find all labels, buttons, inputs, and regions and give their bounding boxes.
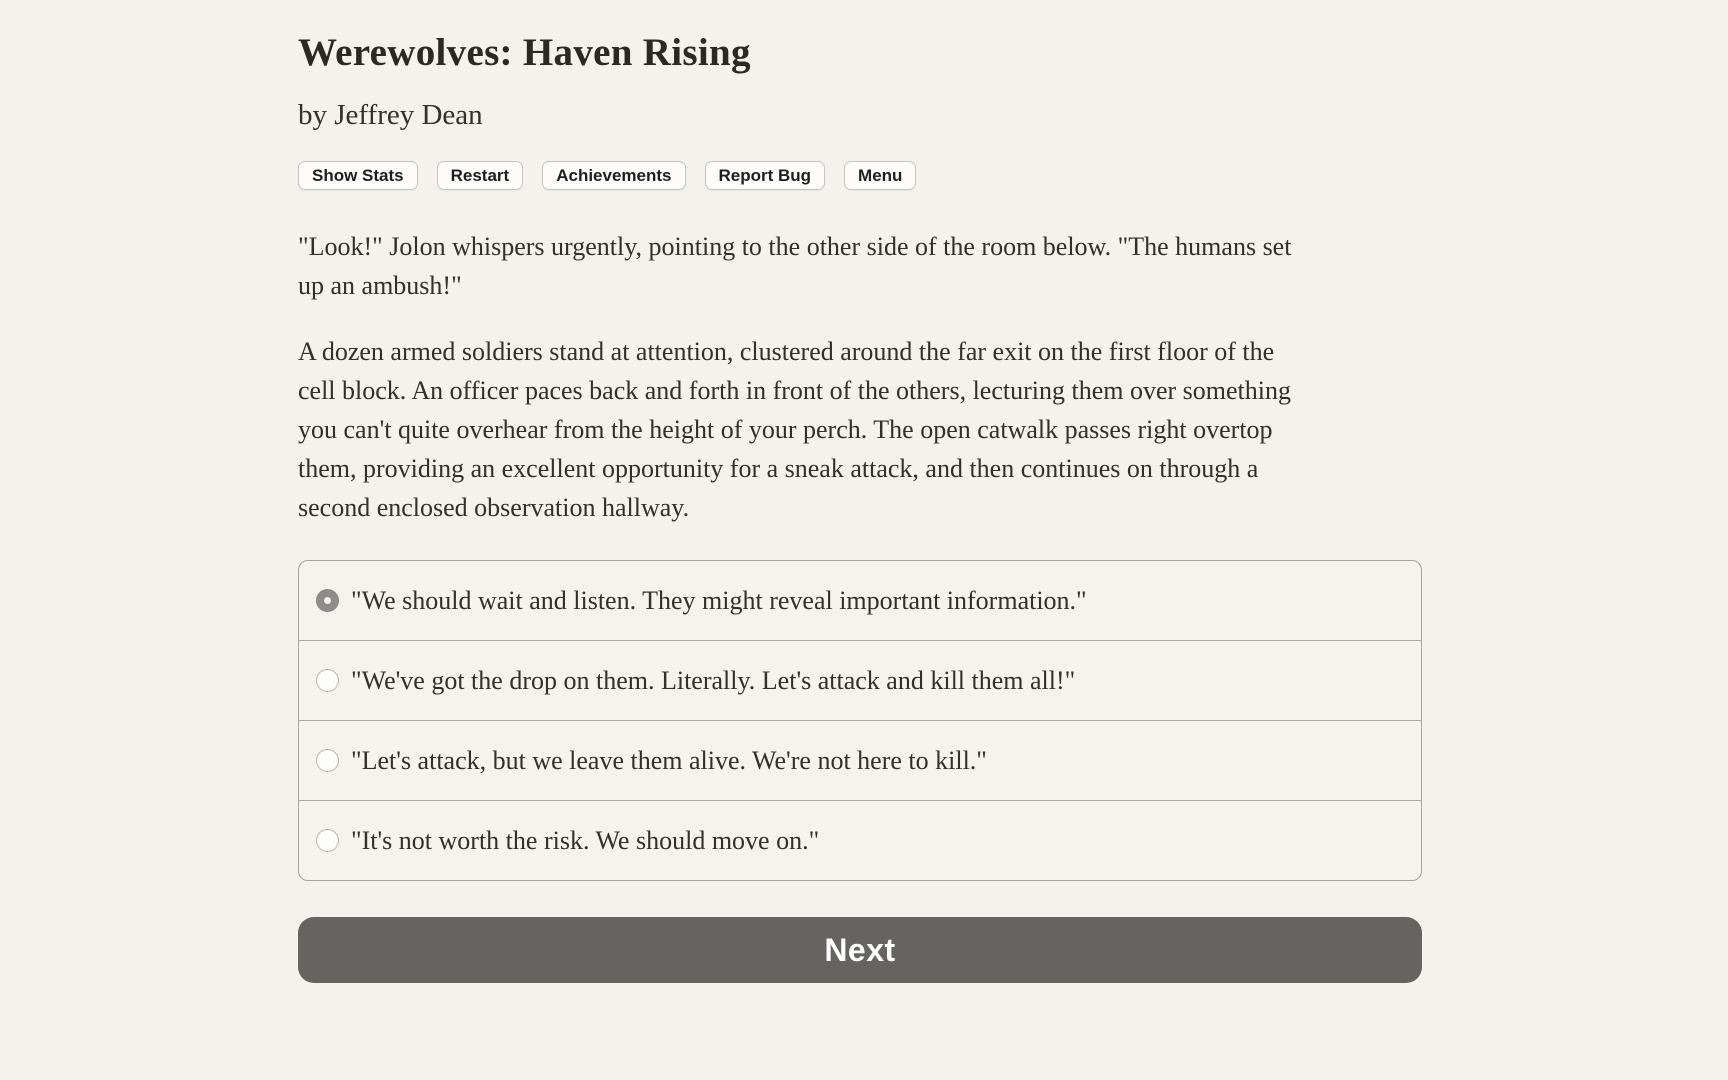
- choice-group: [298, 560, 1422, 881]
- choice-label: "Let's attack, but we leave them alive. We're not here to kill.": [351, 745, 987, 775]
- choice-option-4[interactable]: [299, 800, 1421, 880]
- show-stats-button[interactable]: Show Stats: [298, 161, 418, 190]
- choice-option-3[interactable]: [299, 720, 1421, 800]
- choice-label: "It's not worth the risk. We should move on.": [351, 825, 820, 855]
- story-paragraph: "Look!" Jolon whispers urgently, pointing to the other side of the room below. "The humans set up an ambush!": [298, 232, 1292, 300]
- report-bug-button[interactable]: Report Bug: [705, 161, 826, 190]
- next-button[interactable]: Next: [298, 917, 1422, 983]
- author-byline: by Jeffrey Dean: [298, 99, 483, 131]
- page-title: Werewolves: Haven Rising: [298, 31, 751, 74]
- radio-button-icon[interactable]: [316, 829, 339, 852]
- achievements-button[interactable]: Achievements: [542, 161, 685, 190]
- choice-label: "We've got the drop on them. Literally. Let's attack and kill them all!": [351, 665, 1076, 695]
- toolbar: [298, 161, 1422, 190]
- story-paragraph: A dozen armed soldiers stand at attention, clustered around the far exit on the first floor of the cell block. An officer paces back and forth in front of the others, lecturing them over something you can't quite overhear from the height of your perch. The open catwalk passes right overtop them, providing an excellent opportunity for a sneak attack, and then continues on through a second enclosed observation hallway.: [298, 337, 1291, 522]
- choice-option-2[interactable]: [299, 640, 1421, 720]
- radio-button-icon[interactable]: [316, 589, 339, 612]
- choice-option-1[interactable]: [299, 561, 1421, 640]
- restart-button[interactable]: Restart: [437, 161, 524, 190]
- story-page: [298, 0, 1422, 983]
- menu-button[interactable]: Menu: [844, 161, 916, 190]
- radio-button-icon[interactable]: [316, 749, 339, 772]
- radio-button-icon[interactable]: [316, 669, 339, 692]
- choice-label: "We should wait and listen. They might reveal important information.": [351, 585, 1087, 615]
